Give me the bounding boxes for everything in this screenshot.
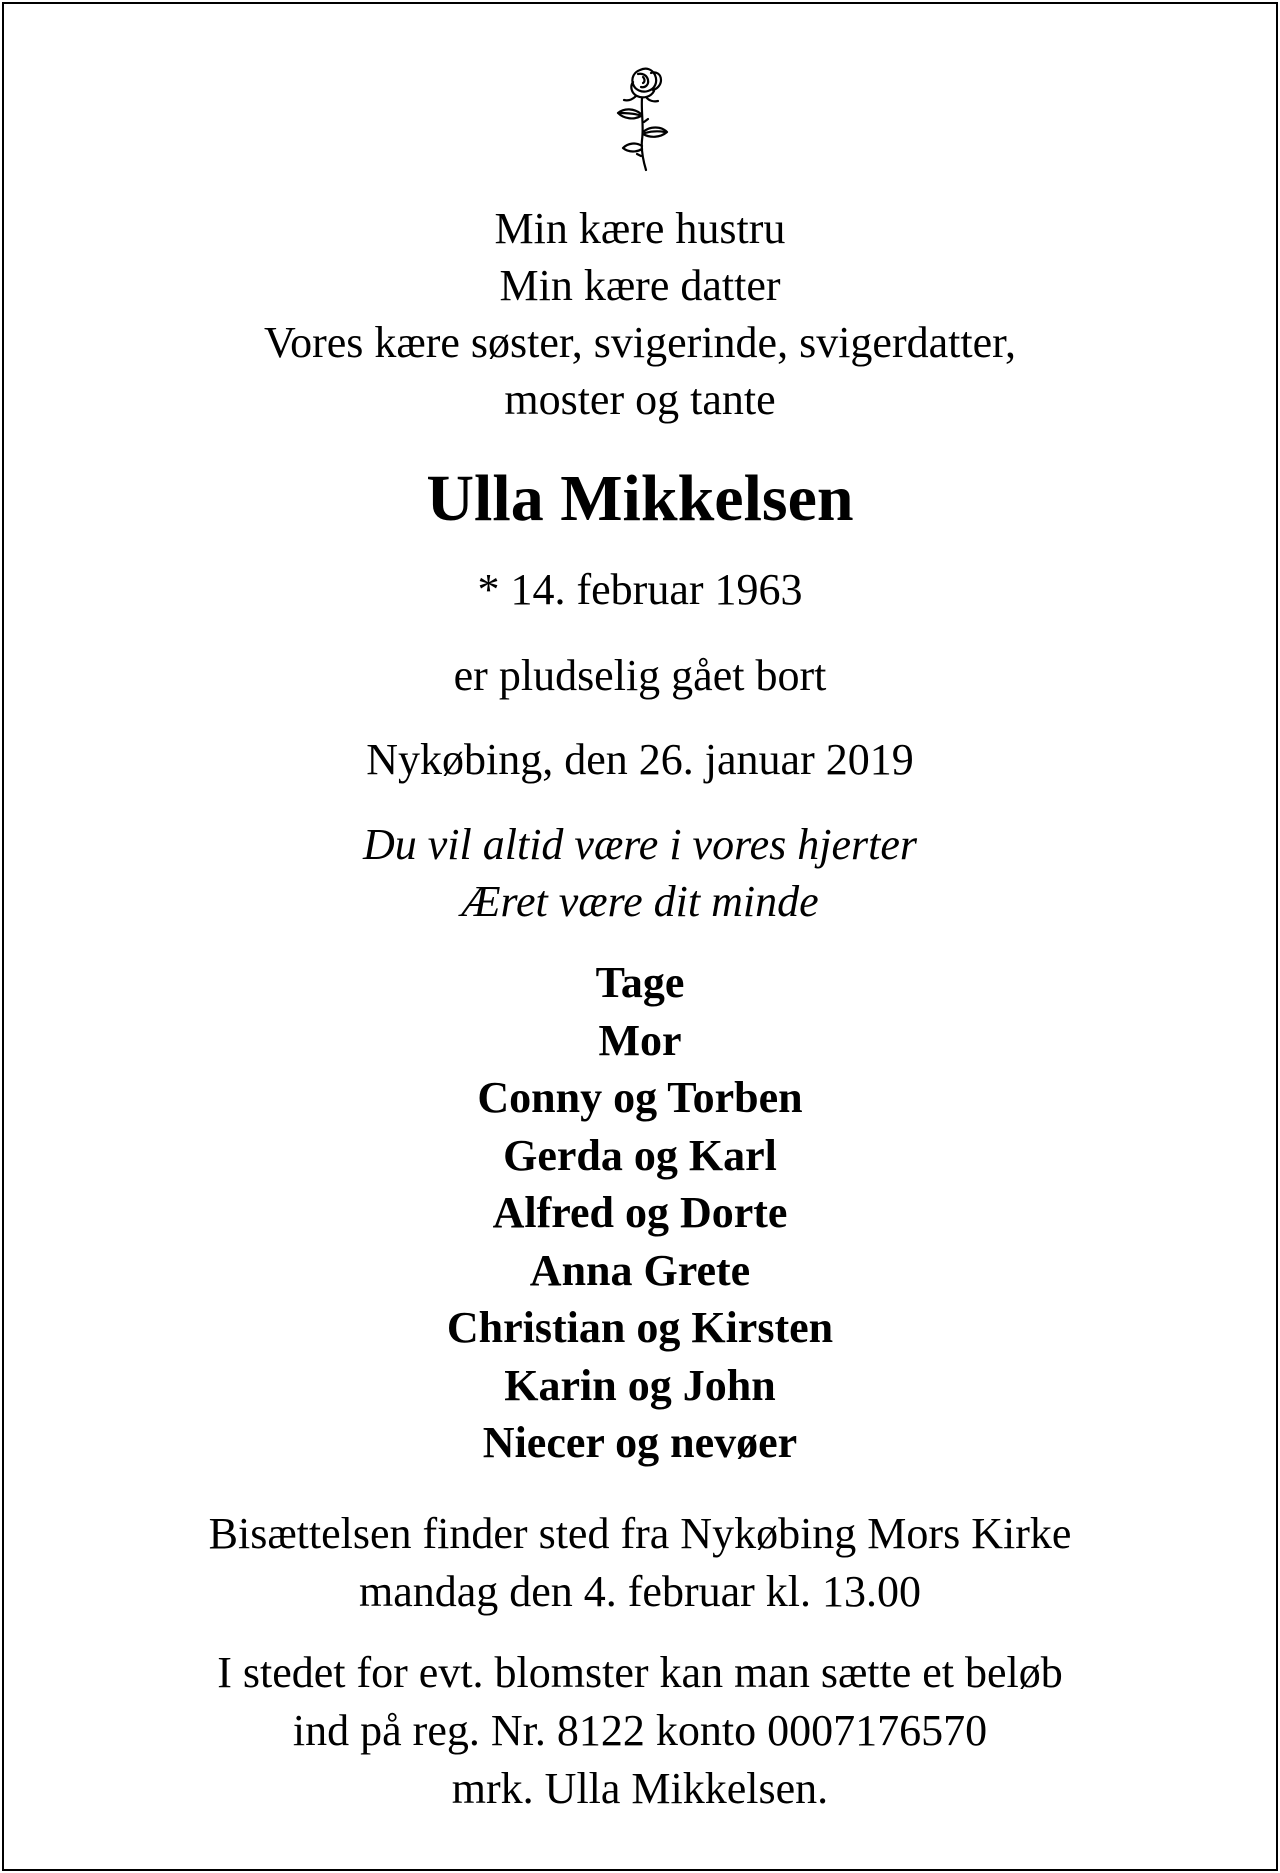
family-member: Anna Grete — [529, 1245, 751, 1295]
intro-line: Vores kære søster, svigerinde, svigerdatter, — [263, 318, 1017, 367]
family-member: Alfred og Dorte — [492, 1188, 788, 1237]
memorial-verse — [4, 816, 1276, 930]
obituary-notice — [2, 2, 1278, 1871]
verse-line: Æret være dit minde — [461, 877, 819, 926]
verse-line: Du vil altid være i vores hjerter — [363, 820, 917, 869]
funeral-line: mandag den 4. februar kl. 13.00 — [358, 1567, 922, 1616]
intro-line: moster og tante — [504, 375, 776, 424]
family-member: Christian og Kirsten — [446, 1303, 834, 1352]
passing-text: er pludselig gået bort — [453, 651, 827, 700]
family-member: Tage — [595, 958, 685, 1007]
donation-info — [4, 1644, 1276, 1818]
donation-line: I stedet for evt. blomster kan man sætte et beløb — [217, 1648, 1063, 1697]
place-and-date: Nykøbing, den 26. januar 2019 — [366, 735, 914, 784]
family-member: Conny og Torben — [477, 1073, 803, 1122]
intro-line: Min kære hustru — [494, 204, 786, 253]
family-member: Mor — [598, 1015, 682, 1065]
funeral-line: Bisættelsen finder sted fra Nykøbing Mors Kirke — [208, 1509, 1072, 1558]
family-member: Karin og John — [504, 1360, 776, 1410]
family-member: Gerda og Karl — [503, 1130, 777, 1180]
donation-line: mrk. Ulla Mikkelsen. — [451, 1764, 829, 1813]
deceased-name: Ulla Mikkelsen — [426, 462, 854, 535]
intro-line: Min kære datter — [499, 261, 781, 310]
rose-icon — [604, 62, 684, 174]
family-member: Niecer og nevøer — [482, 1418, 798, 1467]
funeral-info — [4, 1505, 1276, 1621]
donation-line: ind på reg. Nr. 8122 konto 0007176570 — [292, 1706, 988, 1755]
birth-date: * 14. februar 1963 — [477, 565, 803, 614]
family-list — [4, 954, 1276, 1472]
intro-lines — [4, 200, 1276, 428]
